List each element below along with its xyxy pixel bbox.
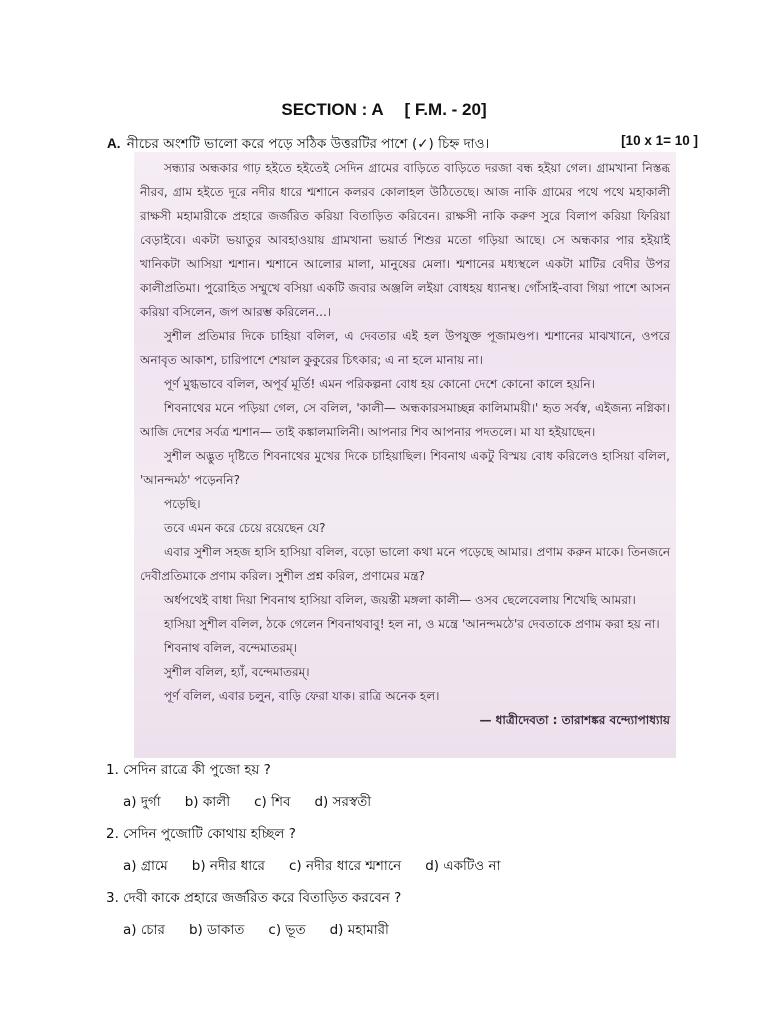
passage-source: — ধাত্রীদেবতা : তারাশঙ্কর বন্দ্যোপাধ্যায় bbox=[479, 713, 670, 727]
section-label: SECTION : A bbox=[281, 100, 384, 119]
passage-paragraph: শিবনাথের মনে পড়িয়া গেল, সে বলিল, 'কালী— অন্ধকারসমাচ্ছন্ন কালিমাময়ী।' হৃত সর্বস্ব, এইজন্য নগ্নিকা। আজি দেশের সর্বত্র শ্মশান— তাই কঙ্কালমালিনী। আপনার শিব আপনার পদতলে। মা যা হইয়াছেন। bbox=[140, 401, 670, 439]
passage-paragraph: শিবনাথ বলিল, বন্দেমাতরম্। bbox=[164, 641, 297, 655]
option[interactable]: d) সরস্বতী bbox=[314, 794, 372, 810]
passage-paragraph: হাসিয়া সুশীল বলিল, ঠকে গেলেন শিবনাথবাবু! হল না, ও মন্ত্রে 'আনন্দমঠে'র দেবতাকে প্রণাম করা হয় না। bbox=[164, 617, 660, 631]
passage-paragraph: সুশীল অদ্ভুত দৃষ্টিতে শিবনাথের মুখের দিকে চাহিয়াছিল। শিবনাথ একটু বিস্ময় বোধ করিলেও হাসিয়া বলিল, 'আনন্দমঠ' পড়েননি? bbox=[140, 449, 670, 487]
option[interactable]: a) গ্রামে bbox=[123, 858, 168, 874]
option[interactable]: b) ডাকাত bbox=[188, 922, 245, 938]
full-marks: [ F.M. - 20] bbox=[404, 100, 487, 119]
question-options bbox=[106, 784, 706, 820]
option[interactable]: d) মহামারী bbox=[329, 922, 389, 938]
option[interactable]: b) নদীর ধারে bbox=[191, 858, 265, 874]
question-options bbox=[106, 848, 706, 884]
option[interactable]: d) একটিও না bbox=[425, 858, 501, 874]
option[interactable]: c) ভূত bbox=[268, 922, 306, 938]
instruction-marks: [10 x 1= 10 ] bbox=[621, 133, 698, 148]
passage-paragraph: পূর্ণ মুগ্ধভাবে বলিল, অপূর্ব মূর্তি! এমন পরিকল্পনা বোধ হয় কোনো দেশে কোনো কালে হয়নি। bbox=[164, 377, 595, 391]
option[interactable]: b) কালী bbox=[184, 794, 231, 810]
section-heading bbox=[0, 100, 768, 120]
passage-paragraph: পড়েছি। bbox=[164, 497, 201, 511]
passage-paragraph: সন্ধ্যার অন্ধকার গাঢ় হইতে হইতেই সেদিন গ্রামের বাড়িতে বাড়িতে দরজা বন্ধ হইয়া গেল। গ্রামখানা নিস্তব্ধ নীরব, গ্রাম হইতে দূরে নদীর ধারে শ্মশানে কলরব কোলাহল উঠিতেছে। আজ নাকি গ্রামের পথে পথে মহাকালী রাক্ষসী মহামারীকে প্রহারে জর্জরিত করিয়া বিতাড়িত করিবেন। রাক্ষসী নাকি করুণ সুরে বিলাপ করিয়া ফিরিয়া বেড়াইবে। একটা ভয়াতুর আবহাওয়ায় গ্রামখানা ভয়ার্ত শিশুর মতো গড়িয়া আছে। সে অন্ধকার পার হইয়াই খানিকটা আসিয়া শ্মশান। শ্মশানে আলোর মালা, মানুষের মেলা। শ্মশানের মধ্যস্থলে একটা মাটির বেদীর উপর কালীপ্রতিমা। পুরোহিত সম্মুখে বসিয়া একটি জবার অঞ্জলি লইয়া বোধহয় ধ্যানস্থ। গোঁসাই-বাবা গিয়া পাশে আসন করিয়া বসিলেন, জপ আরম্ভ করিলেন...। bbox=[140, 161, 670, 319]
instruction-text: নীচের অংশটি ভালো করে পড়ে সঠিক উত্তরটির পাশে (✓) চিহ্ন দাও। bbox=[126, 136, 490, 152]
question-text: 3. দেবী কাকে প্রহারে জর্জরিত করে বিতাড়িত করবেন ? bbox=[106, 890, 402, 906]
option[interactable]: c) শিব bbox=[254, 794, 291, 810]
option[interactable]: a) চোর bbox=[123, 922, 165, 938]
instruction-label: A. bbox=[107, 136, 121, 151]
passage-paragraph: অর্ধপথেই বাধা দিয়া শিবনাথ হাসিয়া বলিল, জয়ন্তী মঙ্গলা কালী— ওসব ছেলেবেলায় শিখেছি আমরা। bbox=[164, 593, 636, 607]
passage-paragraph: এবার সুশীল সহজ হাসি হাসিয়া বলিল, বড়ো ভালো কথা মনে পড়েছে আমার। প্রণাম করুন মাকে। তিনজনে দেবীপ্রতিমাকে প্রণাম করিল। সুশীল প্রশ্ন করিল, প্রণামের মন্ত্র? bbox=[140, 545, 670, 583]
question-text: 1. সেদিন রাত্রে কী পুজো হয় ? bbox=[106, 762, 271, 778]
option[interactable]: c) নদীর ধারে শ্মশানে bbox=[288, 858, 402, 874]
question-text: 2. সেদিন পুজোটি কোথায় হচ্ছিল ? bbox=[106, 826, 296, 842]
option[interactable]: a) দুর্গা bbox=[123, 794, 161, 810]
passage-paragraph: পূর্ণ বলিল, এবার চলুন, বাড়ি ফেরা যাক। রাত্রি অনেক হল। bbox=[164, 689, 440, 703]
question-options bbox=[106, 912, 706, 948]
passage-box bbox=[134, 152, 676, 758]
passage-paragraph: সুশীল বলিল, হ্যাঁ, বন্দেমাতরম্। bbox=[164, 665, 310, 679]
passage-paragraph: সুশীল প্রতিমার দিকে চাহিয়া বলিল, এ দেবতার এই হল উপযুক্ত পূজামণ্ডপ। শ্মশানের মাঝখানে, ওপরে অনাবৃত আকাশ, চারিপাশে শেয়াল কুকুরের চিৎকার; এ না হলে মানায় না। bbox=[140, 329, 670, 367]
question-list bbox=[106, 756, 706, 948]
passage-paragraph: তবে এমন করে চেয়ে রয়েছেন যে? bbox=[164, 521, 326, 535]
